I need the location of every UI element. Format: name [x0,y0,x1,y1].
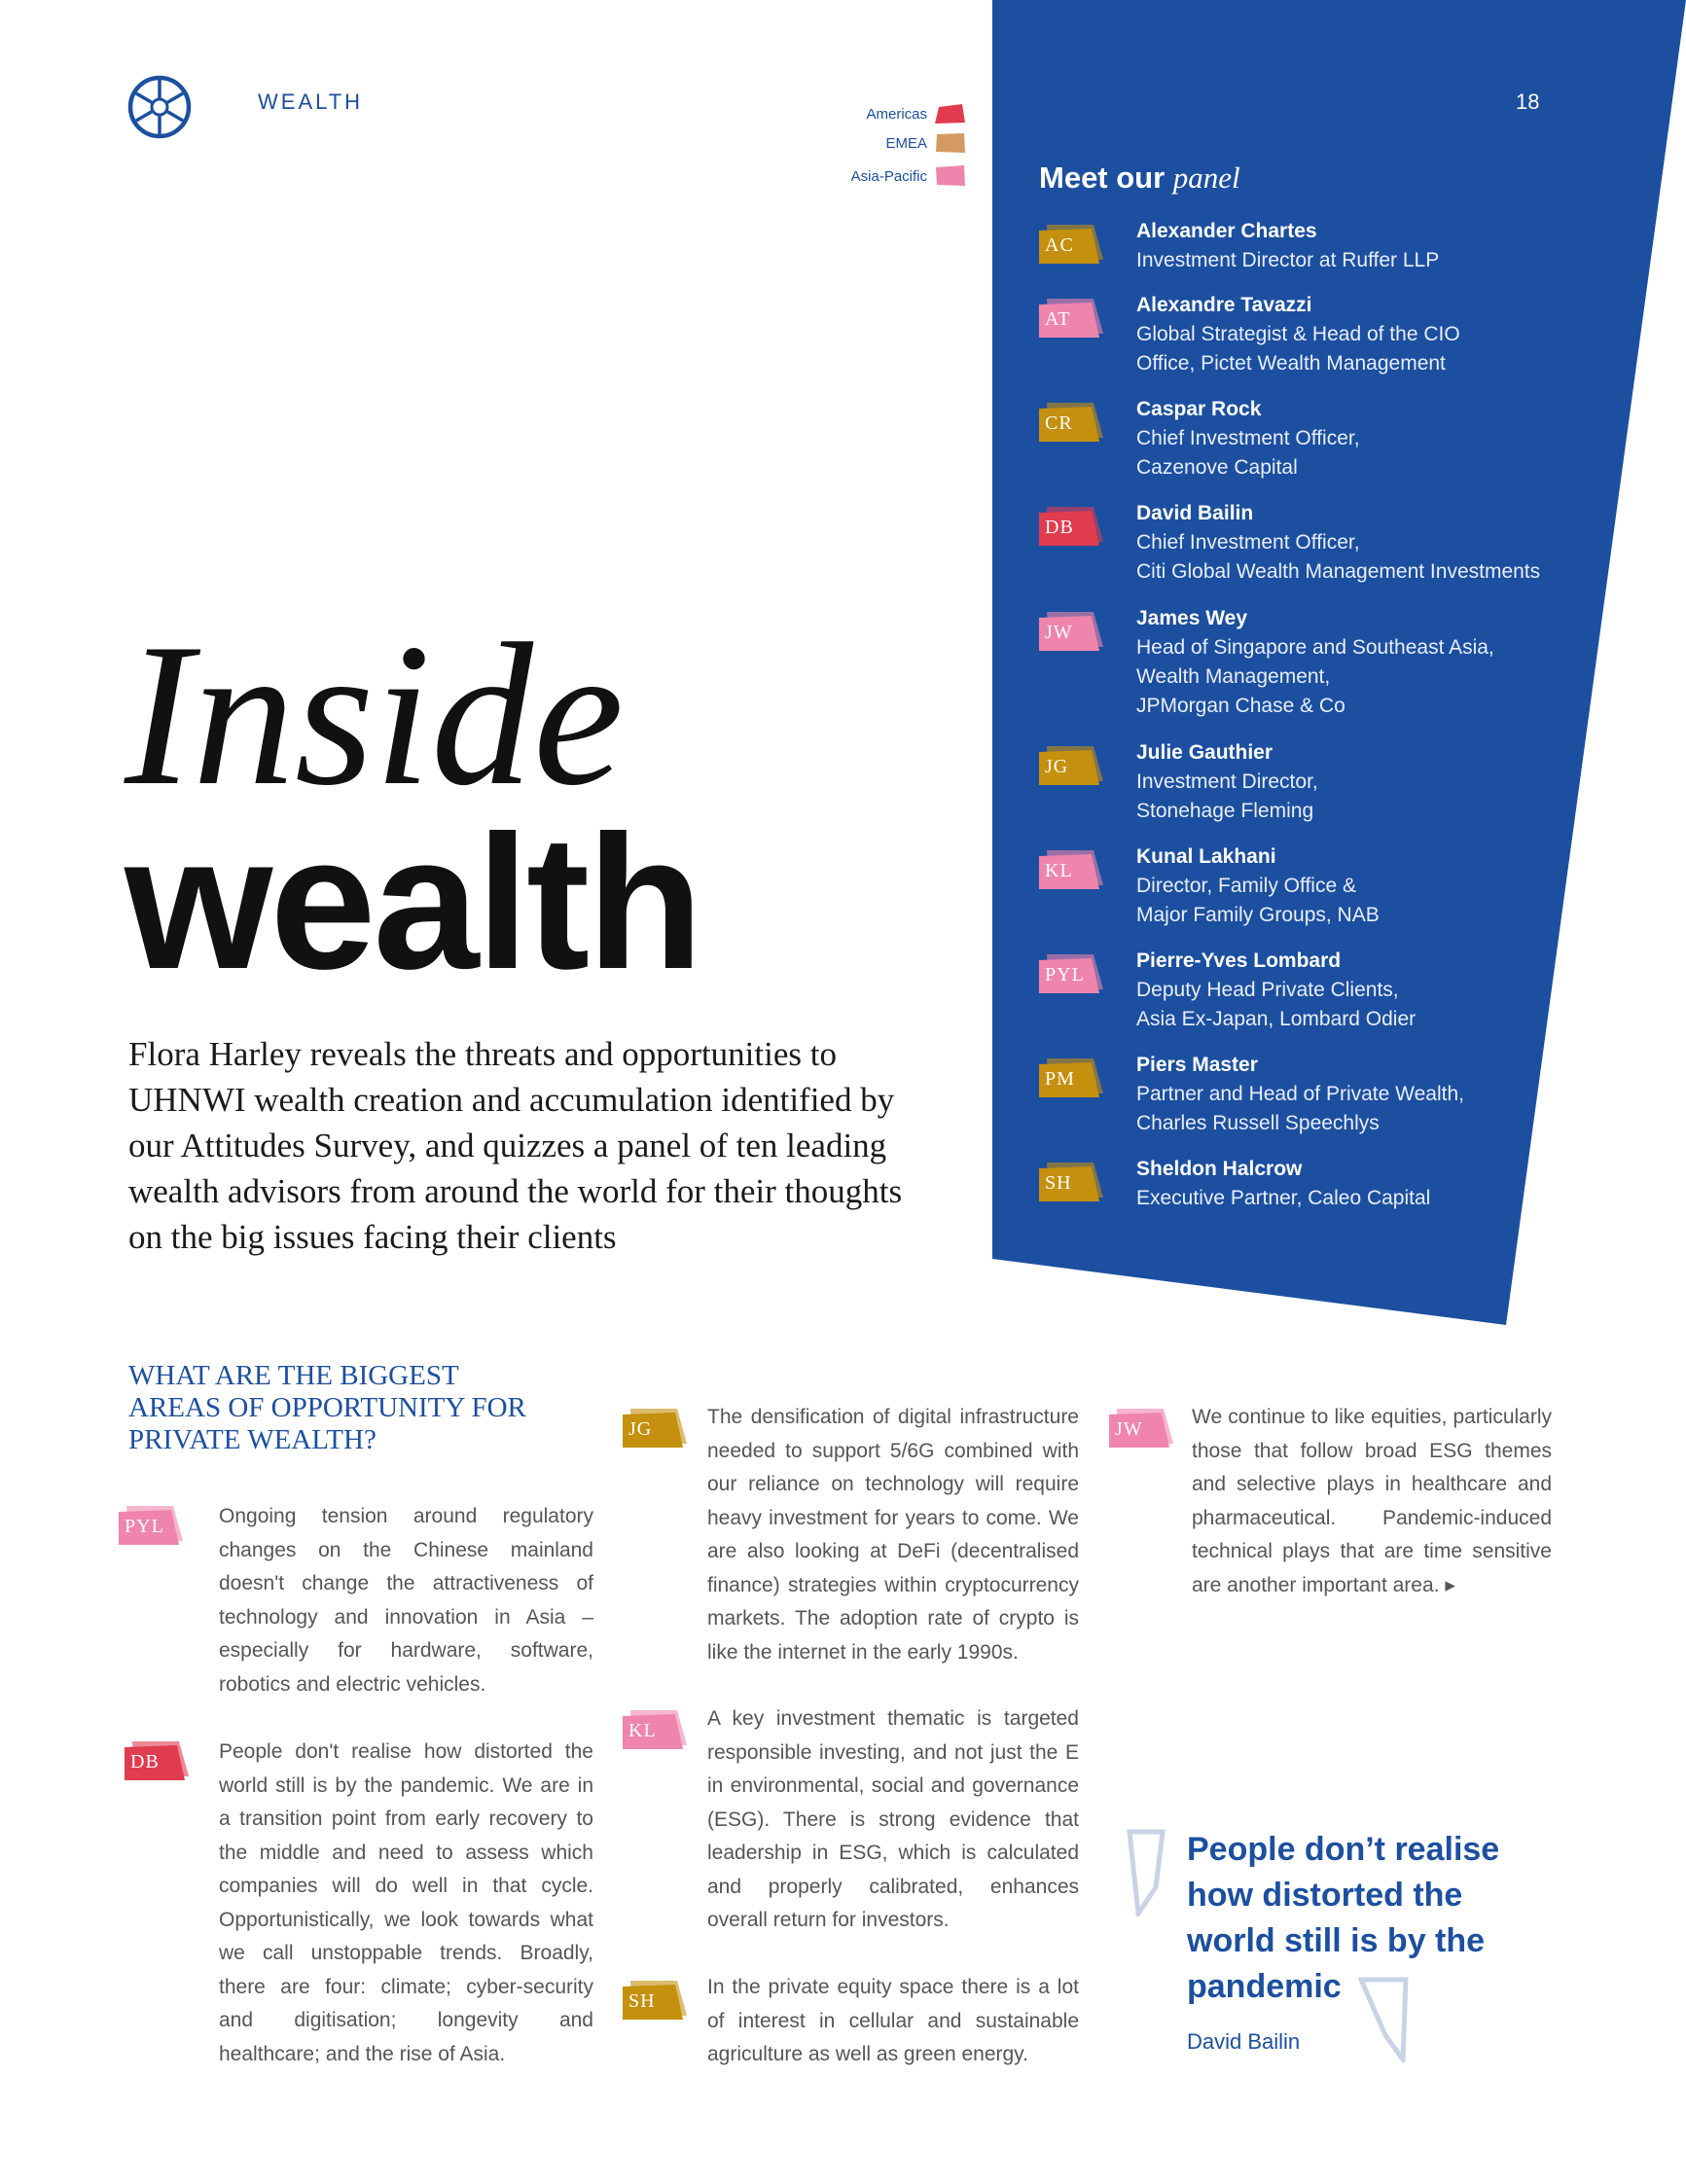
member-name: Pierre-Yves Lombard [1136,949,1342,972]
headline-wealth: wealth [125,796,700,1009]
answer-text: We continue to like equities, particularly those that follow broad ESG themes and selective plays in healthcare and pharmaceutical. Pandemic-induced technical plays that are time sensitive are another important area. ▸ [1192,1406,1552,1596]
answer-text: People don't realise how distorted the world still is by the pandemic. We are in a transition point from early recovery to the middle and need to assess which companies will do well in that cycle. Opportunistically, we look towards what we call unstoppable trends. Broadly, there are four: climate; cyber-security and digitisation; longevity and healthcare; and the rise of Asia. [219,1740,593,2065]
panel-list [1039,161,1584,1209]
tag-initials: JG [1045,756,1069,777]
initials-tag [1039,507,1103,546]
tag-initials: PM [1045,1068,1075,1090]
legend-label: EMEA [885,134,927,152]
member-name: Piers Master [1136,1054,1258,1076]
initials-tag [125,1741,189,1780]
member-role: Investment Director, [1136,770,1318,793]
panel-member [1039,1155,1681,1213]
legend-label: Asia-Pacific [850,167,927,185]
member-role: Head of Singapore and Southeast Asia, [1136,636,1494,659]
member-role: Major Family Groups, NAB [1136,904,1380,926]
member-name: Sheldon Halcrow [1136,1158,1303,1180]
member-role: Deputy Head Private Clients, [1136,979,1399,1001]
member-name: David Bailin [1136,502,1254,524]
initials-tag [1039,746,1103,785]
member-role: Director, Family Office & [1136,875,1356,897]
question-heading: WHAT ARE THE BIGGEST AREAS OF OPPORTUNITY FOR PRIVATE WEALTH? [128,1360,526,1455]
tag-initials: SH [1045,1172,1072,1194]
tag-initials: SH [628,1990,656,2012]
member-role: Chief Investment Officer, [1136,427,1360,449]
tag-initials: AC [1045,234,1074,256]
initials-tag [1039,1163,1103,1201]
panel-member [1039,291,1681,378]
member-name: Kunal Lakhani [1136,845,1276,868]
member-role: Asia Ex-Japan, Lombard Odier [1136,1008,1417,1030]
panel-member [1039,395,1681,483]
tag-initials: AT [1045,308,1071,330]
panel-title-italic: panel [1172,161,1240,195]
tag-initials: KL [1045,860,1073,881]
member-role: Executive Partner, Caleo Capital [1136,1187,1431,1209]
standfirst: Flora Harley reveals the threats and opportunities to UHNWI wealth creation and accumulation identified by our Attitudes Survey, and quizzes a panel of ten leading wealth advisors from around the world for their thoughts on the big issues facing their clients [128,1035,903,1256]
member-role: Global Strategist & Head of the CIO [1136,323,1460,345]
panel-member [1039,604,1681,721]
initials-tag [119,1506,183,1545]
initials-tag [1039,225,1103,264]
member-role: Partner and Head of Private Wealth, [1136,1083,1464,1105]
panel-member [1039,217,1681,275]
member-name: Caspar Rock [1136,398,1262,420]
panel-title [1039,161,1584,196]
tag-initials: JW [1045,622,1073,643]
initials-tag [1039,1058,1103,1097]
initials-tag [1039,850,1103,889]
member-role: Stonehage Fleming [1136,800,1314,822]
tag-initials: JG [628,1418,653,1440]
member-role: Citi Global Wealth Management Investments [1136,560,1541,583]
member-name: Alexander Chartes [1136,220,1317,242]
member-role: Wealth Management, [1136,665,1331,688]
member-role: Chief Investment Officer, [1136,531,1360,554]
tag-initials: CR [1045,412,1073,434]
close-quote-icon [1358,1977,1409,2062]
headline-inside: Inside [125,602,625,828]
tag-initials: JW [1115,1418,1143,1440]
panel-member [1039,499,1681,587]
member-role: JPMorgan Chase & Co [1136,695,1345,717]
member-role: Office, Pictet Wealth Management [1136,352,1446,375]
tag-initials: DB [130,1751,160,1772]
legend-label: Americas [866,105,927,123]
tag-initials: PYL [1045,964,1085,985]
initials-tag [1039,612,1103,651]
initials-tag [1109,1409,1173,1448]
panel-member [1039,1051,1681,1138]
pull-quote-attribution: David Bailin [1187,2029,1301,2054]
panel-title-text: Meet our [1039,161,1173,195]
tag-initials: DB [1045,517,1074,538]
initials-tag [623,1981,687,2020]
panel-member [1039,947,1681,1034]
member-name: Julie Gauthier [1136,741,1273,764]
page-number: 18 [1516,90,1540,114]
initials-tag [1039,954,1103,993]
answer-text: The densification of digital infrastructure needed to support 5/6G combined with our reliance on technology will require heavy investment for years to come. We are also looking at DeFi (decentralised finance) strategies within cryptocurrency markets. The adoption rate of crypto is like the internet in the early 1990s. [707,1406,1079,1664]
open-quote-icon [1127,1829,1166,1916]
panel-member [1039,738,1681,826]
answer-text: In the private equity space there is a lot of interest in cellular and sustainable agriculture as well as green energy. [707,1976,1079,2065]
initials-tag [623,1710,687,1749]
pull-quote: People don’t realise how distorted the world still is by the pandemic [1187,1831,1500,2005]
initials-tag [623,1409,687,1448]
initials-tag [1039,403,1103,442]
member-role: Investment Director at Ruffer LLP [1136,249,1440,271]
tag-initials: KL [628,1720,657,1741]
member-role: Cazenove Capital [1136,456,1298,479]
member-role: Charles Russell Speechlys [1136,1112,1380,1134]
tag-initials: PYL [125,1516,164,1537]
member-name: Alexandre Tavazzi [1136,294,1312,316]
answer-text: A key investment thematic is targeted responsible investing, and not just the E in environmental, social and governance (ESG). There is strong evidence that leadership in ESG, which is calculated and properly calibrated, enhances overall return for investors. [707,1707,1079,1931]
section-label: WEALTH [258,90,364,114]
answer-text: Ongoing tension around regulatory changes on the Chinese mainland doesn't change the attractiveness of technology and innovation in Asia – especially for hardware, software, robotics and electric vehicles. [219,1505,593,1696]
member-name: James Wey [1136,607,1248,629]
panel-member [1039,842,1681,930]
initials-tag [1039,299,1103,338]
